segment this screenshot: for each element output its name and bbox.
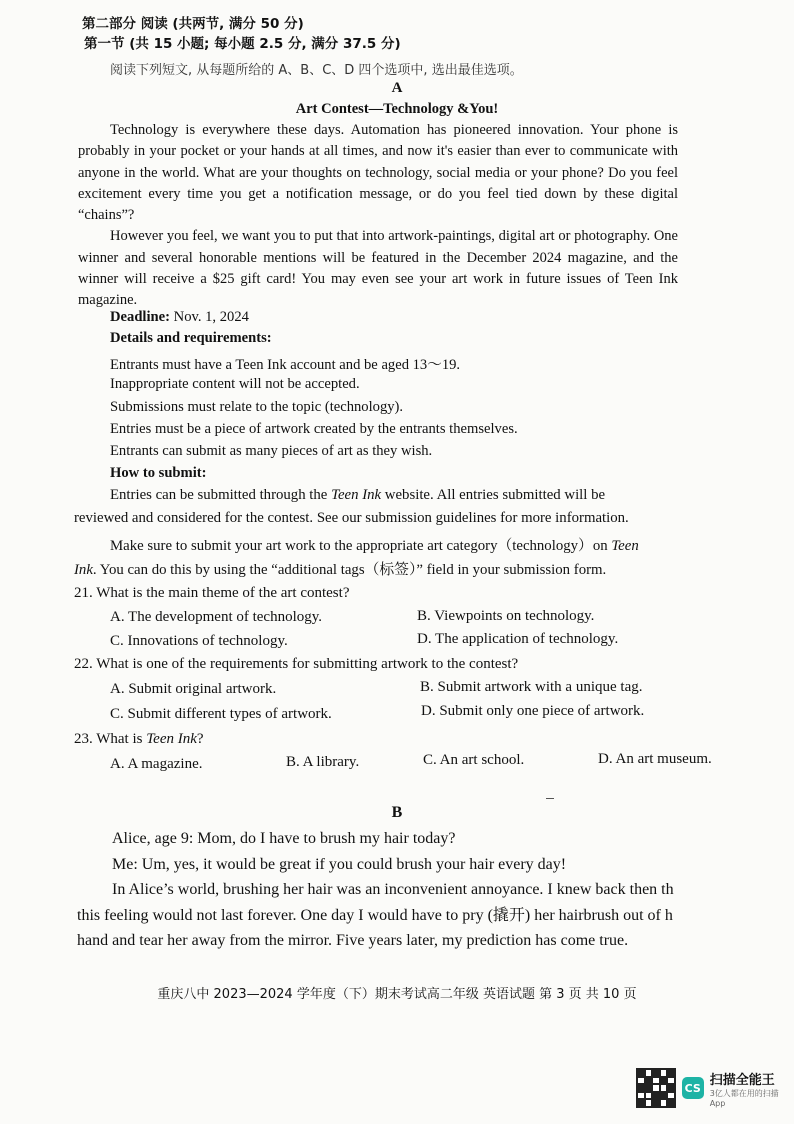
- requirement-item: Inappropriate content will not be accepted.: [110, 376, 360, 392]
- question-23-option-c: C. An art school.: [423, 752, 525, 768]
- question-23-option-a: A. A magazine.: [110, 756, 203, 772]
- text-run: ?: [196, 731, 204, 747]
- deadline-label: Deadline:: [110, 309, 170, 325]
- text-run: 23. What is: [74, 731, 147, 747]
- passage-b-line: Me: Um, yes, it would be great if you could brush your hair every day!: [112, 855, 567, 873]
- text-run: website. All entries submitted will be: [381, 487, 606, 503]
- part-heading: 第二部分 阅读 (共两节, 满分 50 分): [82, 16, 304, 32]
- passage-a-body: [78, 120, 678, 312]
- passage-b-line: Alice, age 9: Mom, do I have to brush my hair today?: [112, 830, 456, 847]
- page-footer: 重庆八中 2023—2024 学年度（下）期末考试高二年级 英语试题 第 3 页 共 10 页: [157, 987, 637, 1002]
- passage-b-line: In Alice’s world, brushing her hair was an inconvenient annoyance. I knew back then th: [112, 881, 674, 898]
- teen-ink-italic: Teen: [611, 538, 639, 554]
- question-21-stem: 21. What is the main theme of the art contest?: [74, 585, 350, 601]
- submit-heading: How to submit:: [110, 465, 207, 481]
- question-22-option-c: C. Submit different types of artwork.: [110, 706, 332, 722]
- question-21-option-d: D. The application of technology.: [417, 631, 619, 647]
- passage-a-letter: A: [391, 80, 403, 96]
- passage-b-letter: B: [391, 804, 403, 821]
- question-21-option-b: B. Viewpoints on technology.: [417, 608, 595, 624]
- passage-b-line: this feeling would not last forever. One day I would have to pry (撬开) her hairbrush out of h: [77, 906, 673, 924]
- submit-para-2-line-2: [74, 558, 606, 579]
- scanner-text: [710, 1069, 794, 1108]
- question-21-option-c: C. Innovations of technology.: [110, 633, 288, 649]
- question-23-stem: [74, 731, 204, 748]
- question-23-option-d: D. An art museum.: [598, 751, 712, 767]
- passage-b-body: [77, 826, 757, 954]
- scanner-subtitle: 3亿人都在用的扫描App: [709, 1088, 779, 1108]
- text-run: Entries can be submitted through the: [110, 487, 332, 503]
- teen-ink-italic: Teen Ink: [331, 487, 382, 503]
- camscanner-logo-icon: CS: [682, 1077, 704, 1099]
- paragraph-1: Technology is everywhere these days. Automation has pioneered innovation. Your phone is probably in your pocket or your hands at all times, and now it's easier than ever to communicate with anyone in the world. What are your thoughts on technology, social media or your phone? Do you feel excitement every time you get a notification message, or do you feel tied down by these digital “chains”?: [78, 122, 678, 224]
- submit-para-2-line-1: [110, 534, 639, 555]
- deadline-value: Nov. 1, 2024: [173, 309, 249, 325]
- qr-code-icon: [636, 1068, 676, 1108]
- section-heading: 第一节 (共 15 小题; 每小题 2.5 分, 满分 37.5 分): [84, 36, 401, 52]
- question-22-option-d: D. Submit only one piece of artwork.: [421, 703, 645, 719]
- question-22-option-a: A. Submit original artwork.: [110, 681, 277, 697]
- instruction-text: 阅读下列短文, 从每题所给的 A、B、C、D 四个选项中, 选出最佳选项。: [110, 63, 523, 78]
- requirement-item: Entrants must have a Teen Ink account and be aged 13～19.: [110, 357, 461, 373]
- requirement-item: Submissions must relate to the topic (technology).: [110, 399, 404, 415]
- passage-a-title: Art Contest—Technology &You!: [295, 101, 499, 117]
- submit-para-1-line-1: [110, 487, 605, 504]
- requirement-item: Entrants can submit as many pieces of art as they wish.: [110, 443, 433, 459]
- text-run: . You can do this by using the “additional tags（标签）” field in your submission form.: [92, 562, 607, 578]
- question-22-stem: 22. What is one of the requirements for submitting artwork to the contest?: [74, 656, 519, 672]
- section-header: [82, 14, 401, 54]
- submit-para-1-line-2: reviewed and considered for the contest. See our submission guidelines for more information.: [74, 510, 629, 526]
- deadline-line: [110, 309, 249, 326]
- teen-ink-italic: Ink: [74, 562, 93, 578]
- question-23-option-b: B. A library.: [286, 754, 360, 770]
- question-21-option-a: A. The development of technology.: [110, 609, 323, 625]
- details-heading: Details and requirements:: [110, 330, 272, 346]
- scan-mark: [546, 798, 554, 799]
- text-run: Make sure to submit your art work to the appropriate art category（technology）on: [110, 538, 612, 554]
- scanner-watermark: [636, 1068, 794, 1108]
- scanner-name: 扫描全能王: [709, 1072, 775, 1088]
- question-22-option-b: B. Submit artwork with a unique tag.: [420, 679, 643, 695]
- requirement-item: Entries must be a piece of artwork created by the entrants themselves.: [110, 421, 518, 437]
- paragraph-2: However you feel, we want you to put that into artwork-paintings, digital art or photography. One winner and several honorable mentions will be featured in the December 2024 magazine, and the winner will receive a $25 gift card! You may even see your art work in future issues of Teen Ink magazine.: [78, 228, 678, 309]
- passage-b-line: hand and tear her away from the mirror. Five years later, my prediction has come true.: [77, 932, 629, 949]
- teen-ink-italic: Teen Ink: [146, 731, 197, 747]
